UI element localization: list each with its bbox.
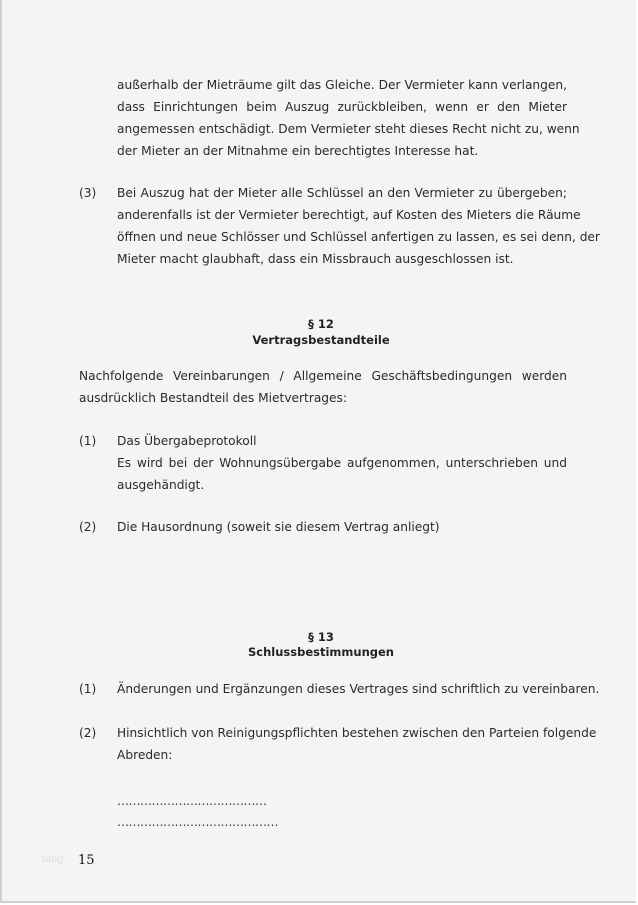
- item-number: (1): [79, 434, 97, 448]
- paragraph-line: anderenfalls ist der Vermieter berechtigt, auf Kosten des Mieters die Räume: [117, 208, 581, 222]
- section-title: Vertragsbestandteile: [252, 333, 390, 347]
- page-number: 15: [78, 853, 95, 868]
- paragraph-line: außerhalb der Mieträume gilt das Gleiche. Der Vermieter kann verlangen,: [117, 78, 567, 92]
- paragraph-line: ausgehändigt.: [117, 478, 205, 492]
- paragraph-line: öffnen und neue Schlösser und Schlüssel anfertigen zu lassen, es sei denn, der: [117, 230, 600, 244]
- item-number: (3): [79, 186, 97, 200]
- paragraph-line: Mieter macht glaubhaft, dass ein Missbrauch ausgeschlossen ist.: [117, 252, 514, 266]
- blank-line: ……………………………………: [117, 815, 278, 829]
- blank-line: …………………………………: [117, 794, 267, 808]
- paragraph-line: Die Hausordnung (soweit sie diesem Vertrag anliegt): [117, 520, 440, 534]
- paragraph-line: Hinsichtlich von Reinigungspflichten bestehen zwischen den Parteien folgende: [117, 726, 597, 740]
- paragraph-line: dass Einrichtungen beim Auszug zurückbleiben, wenn er den Mieter: [117, 100, 567, 114]
- paragraph-line: Änderungen und Ergänzungen dieses Vertrages sind schriftlich zu vereinbaren.: [117, 682, 600, 696]
- paragraph-line: der Mieter an der Mitnahme ein berechtigtes Interesse hat.: [117, 144, 479, 158]
- paragraph-line: ausdrücklich Bestandteil des Mietvertrages:: [79, 391, 347, 405]
- item-number: (1): [79, 682, 97, 696]
- paragraph-line: Nachfolgende Vereinbarungen / Allgemeine Geschäftsbedingungen werden: [79, 369, 567, 383]
- paragraph-line: angemessen entschädigt. Dem Vermieter steht dieses Recht nicht zu, wenn: [117, 122, 580, 136]
- section-number: § 12: [308, 317, 334, 331]
- paragraph-line: Das Übergabeprotokoll: [117, 434, 257, 448]
- item-number: (2): [79, 520, 97, 534]
- item-number: (2): [79, 726, 97, 740]
- paragraph-line: Es wird bei der Wohnungsübergabe aufgenommen, unterschrieben und: [117, 456, 567, 470]
- section-number: § 13: [308, 630, 334, 644]
- watermark: blog: [42, 854, 64, 865]
- paragraph-line: Bei Auszug hat der Mieter alle Schlüssel an den Vermieter zu übergeben;: [117, 186, 567, 200]
- section-title: Schlussbestimmungen: [248, 645, 394, 659]
- paragraph-line: Abreden:: [117, 748, 173, 762]
